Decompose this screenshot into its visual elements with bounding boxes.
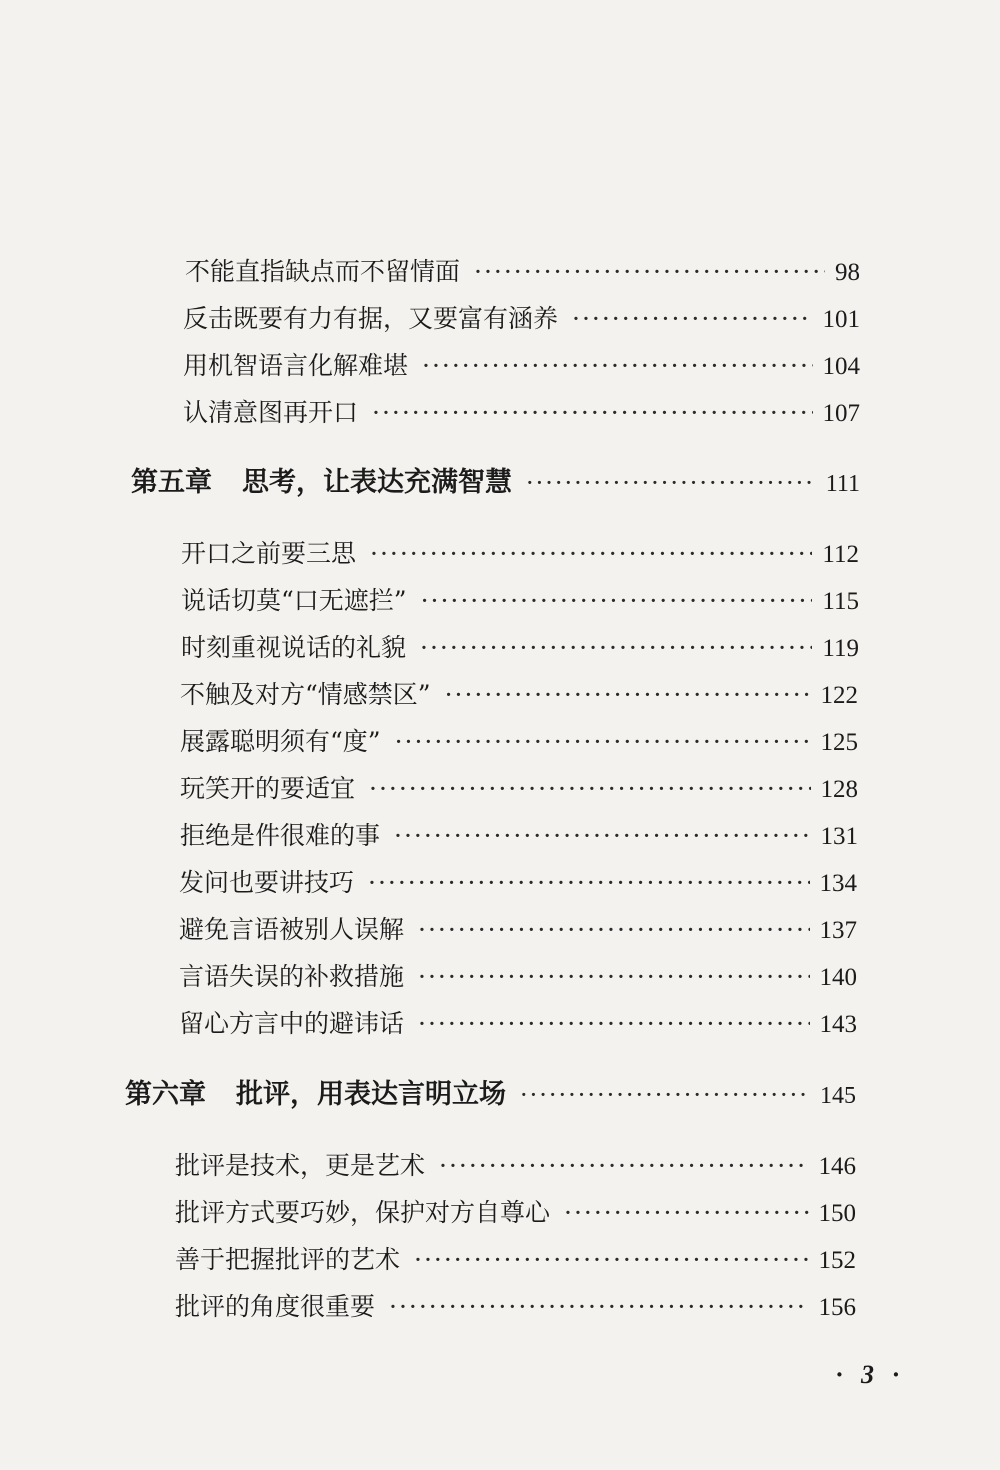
dot-leader bbox=[418, 915, 809, 944]
dot-leader bbox=[474, 257, 825, 286]
toc-entry-title: 时刻重视说话的礼貌 bbox=[181, 633, 407, 662]
chapter-number: 第六章 bbox=[125, 1079, 206, 1110]
toc-entry[interactable] bbox=[175, 1287, 856, 1323]
toc-chapter[interactable] bbox=[131, 460, 860, 499]
dot-leader bbox=[421, 586, 813, 615]
chapter-number: 第五章 bbox=[131, 467, 212, 498]
toc-entry[interactable] bbox=[180, 675, 858, 711]
toc-entry-page: 128 bbox=[820, 776, 858, 803]
toc-entry[interactable] bbox=[185, 252, 860, 288]
dot-leader bbox=[395, 727, 811, 756]
toc-entry-page: 112 bbox=[822, 541, 859, 568]
dot-leader bbox=[418, 1009, 809, 1038]
toc-entry-title: 言语失误的补救措施 bbox=[179, 962, 405, 991]
dot-leader bbox=[389, 1292, 808, 1321]
toc-entry[interactable] bbox=[179, 910, 857, 946]
toc-entry[interactable] bbox=[180, 769, 858, 805]
dot-leader bbox=[422, 351, 812, 380]
toc-entry-page: 107 bbox=[822, 400, 860, 427]
toc-entry-title: 避免言语被别人误解 bbox=[179, 915, 405, 944]
dot-leader bbox=[572, 304, 812, 333]
toc-entry[interactable] bbox=[179, 1004, 857, 1040]
toc-chapter[interactable] bbox=[125, 1072, 856, 1111]
toc-entry-title: 说话切莫“口无遮拦” bbox=[181, 586, 407, 615]
toc-entry-page: 125 bbox=[820, 729, 858, 756]
toc-entry[interactable] bbox=[183, 299, 860, 335]
toc-entry-page: 134 bbox=[819, 870, 857, 897]
chapter-title: 批评，用表达言明立场 bbox=[236, 1079, 506, 1110]
toc-entry[interactable] bbox=[175, 1240, 856, 1276]
dot-leader bbox=[414, 1245, 808, 1274]
page-number: · 3 · bbox=[836, 1360, 905, 1389]
toc-entry-title: 认清意图再开口 bbox=[183, 398, 359, 427]
toc-entry[interactable] bbox=[179, 863, 857, 899]
dot-leader bbox=[564, 1198, 808, 1227]
toc-entry[interactable] bbox=[175, 1193, 856, 1229]
toc-entry-page: 104 bbox=[822, 353, 860, 380]
toc-entry-page: 156 bbox=[818, 1294, 856, 1321]
toc-entry[interactable] bbox=[181, 628, 859, 664]
toc-entry-page: 111 bbox=[825, 471, 860, 497]
dot-leader bbox=[370, 539, 812, 568]
toc-entry-title: 留心方言中的避讳话 bbox=[179, 1009, 405, 1038]
toc-entry-title: 善于把握批评的艺术 bbox=[175, 1245, 401, 1274]
toc-entry-page: 150 bbox=[818, 1200, 856, 1227]
toc-entry-page: 101 bbox=[822, 306, 860, 333]
dot-leader bbox=[372, 398, 812, 427]
toc-entry-title: 不触及对方“情感禁区” bbox=[180, 680, 431, 709]
toc-entry-page: 152 bbox=[818, 1247, 856, 1274]
toc-entry-page: 146 bbox=[818, 1153, 856, 1180]
toc-entry-title: 拒绝是件很难的事 bbox=[180, 821, 381, 850]
toc-entry-title: 反击既要有力有据，又要富有涵养 bbox=[183, 304, 559, 333]
toc-entry-page: 122 bbox=[820, 682, 858, 709]
dot-leader bbox=[520, 1081, 810, 1109]
dot-leader bbox=[526, 469, 816, 497]
dot-leader bbox=[418, 962, 809, 991]
dot-leader bbox=[439, 1151, 808, 1180]
dot-leader bbox=[368, 868, 809, 897]
toc-entry[interactable] bbox=[179, 957, 857, 993]
toc-entry-page: 137 bbox=[819, 917, 857, 944]
dot-leader bbox=[445, 680, 811, 709]
toc-entry-title: 用机智语言化解难堪 bbox=[183, 351, 409, 380]
toc-entry-page: 145 bbox=[820, 1083, 856, 1109]
toc-entry[interactable] bbox=[183, 393, 860, 429]
toc-entry[interactable] bbox=[175, 1146, 856, 1182]
toc-entry[interactable] bbox=[180, 816, 858, 852]
toc-entry-title: 发问也要讲技巧 bbox=[179, 868, 355, 897]
toc-entry-title: 批评方式要巧妙，保护对方自尊心 bbox=[175, 1198, 551, 1227]
toc-entry-title: 展露聪明须有“度” bbox=[180, 727, 381, 756]
toc-entry-title: 批评是技术，更是艺术 bbox=[175, 1151, 426, 1180]
toc-entry-page: 131 bbox=[820, 823, 858, 850]
toc-entry-title: 不能直指缺点而不留情面 bbox=[185, 257, 461, 286]
dot-leader bbox=[394, 821, 810, 850]
toc-entry-title: 玩笑开的要适宜 bbox=[180, 774, 356, 803]
toc-entry-page: 143 bbox=[819, 1011, 857, 1038]
dot-leader bbox=[369, 774, 810, 803]
toc-entry[interactable] bbox=[183, 346, 860, 382]
toc-entry-page: 119 bbox=[822, 635, 859, 662]
toc-entry-page: 140 bbox=[819, 964, 857, 991]
toc-entry-page: 115 bbox=[822, 588, 859, 615]
toc-entry[interactable] bbox=[181, 581, 859, 617]
toc-entry-page: 98 bbox=[835, 259, 860, 286]
toc-entry-title: 批评的角度很重要 bbox=[175, 1292, 376, 1321]
toc-entry[interactable] bbox=[180, 722, 858, 758]
toc-entry-title: 开口之前要三思 bbox=[181, 539, 357, 568]
toc-entry[interactable] bbox=[181, 534, 859, 570]
dot-leader bbox=[420, 633, 812, 662]
chapter-title: 思考，让表达充满智慧 bbox=[242, 467, 512, 498]
